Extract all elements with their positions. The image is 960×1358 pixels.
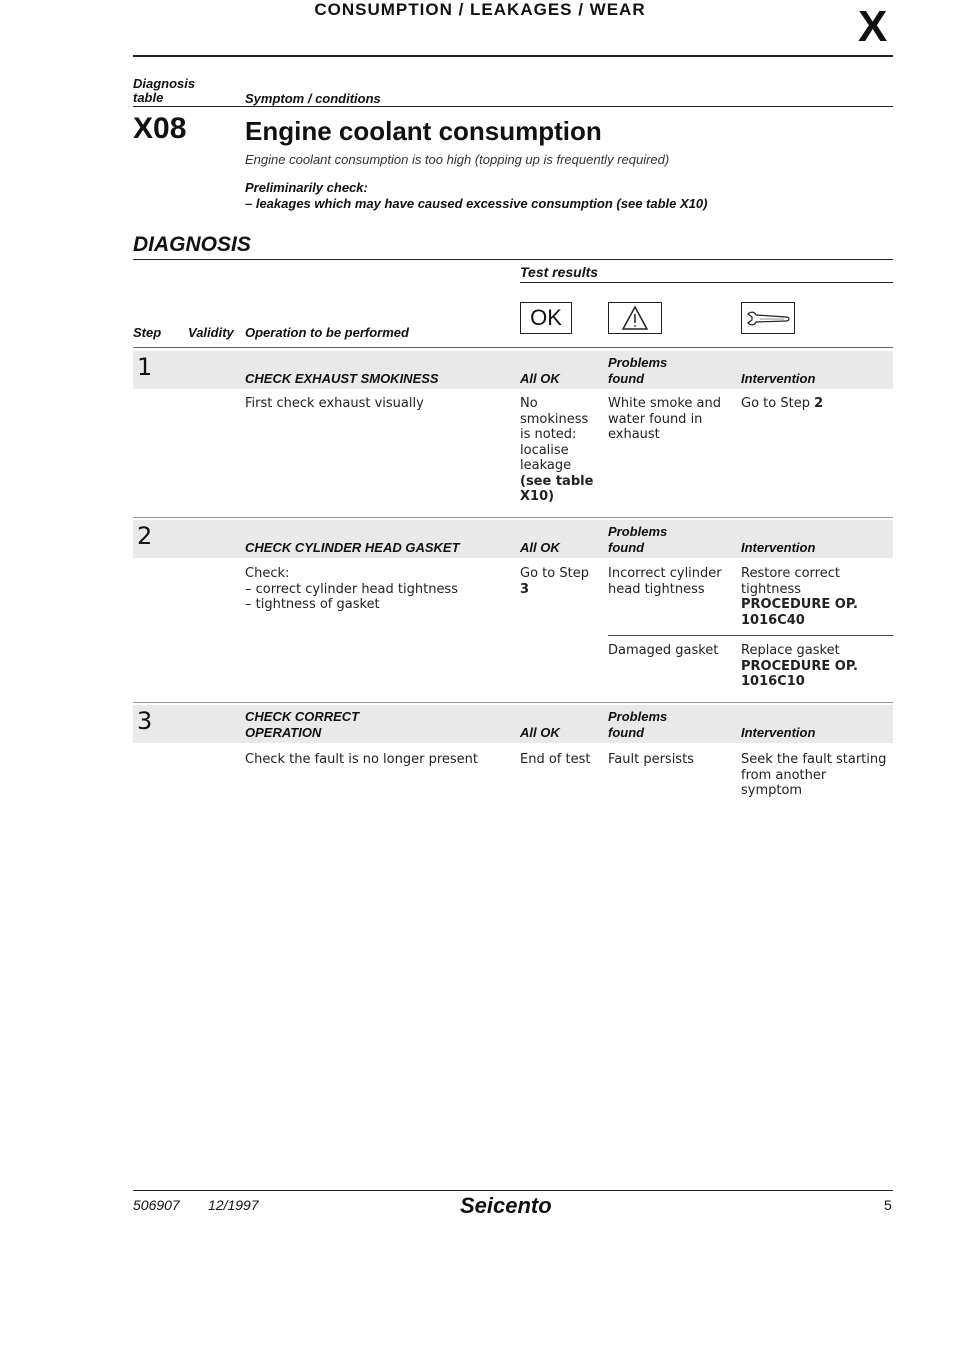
step-2-intervention-a-line3: PROCEDURE OP. [741,597,858,612]
step-2-intervention-b-line2: PROCEDURE OP. [741,658,858,674]
step-2-detail [245,566,458,613]
diagnosis-label-line1: Diagnosis [133,76,196,91]
step-1-ok-line3: is noted: [520,427,577,442]
step-1-ok-line7: X10) [520,489,555,504]
step-3-rule [133,702,893,703]
step-2-ok-line1: Go to Step [520,566,589,581]
step-2-ok-line2: 3 [520,581,530,597]
step-2-problems-line1: Problems [608,524,668,539]
step-3-number: 3 [137,707,153,735]
step-2-sub-rule [608,635,893,636]
diagnosis-heading: DIAGNOSIS [133,233,251,256]
step-3-band [133,705,893,743]
step-1-all-ok: All OK [520,371,560,386]
step-2-problems-line2: found [608,540,645,555]
step-1-ok-line6: (see table [520,473,594,489]
ok-icon-box [520,302,572,334]
step-1-problem-line3: exhaust [608,427,660,442]
step-2-detail-line1: Check: [245,566,290,581]
step-1-problems-line2: found [608,371,645,386]
step-2-intervention-a [741,566,858,628]
step-1-operation: CHECK EXHAUST SMOKINESS [245,371,439,386]
step-2-intervention-b-line1: Replace gasket [741,643,840,658]
step-1-ok-line5: leakage [520,458,572,473]
footer-page-number: 5 [884,1197,892,1213]
step-2-detail-line2: – correct cylinder head tightness [245,581,458,597]
test-results-rule [520,282,893,283]
wrench-icon [741,302,795,334]
step-2-rule [133,517,893,518]
step-2-number: 2 [137,522,153,550]
step-1-ok-result [520,396,593,505]
step-2-detail-line3: – tightness of gasket [245,597,380,612]
symptom-conditions-label: Symptom / conditions [245,91,381,106]
step-3-operation-line2: OPERATION [245,725,322,740]
prelim-check-label: Preliminarily check: [245,180,368,195]
step-3-intervention-line1: Seek the fault starting [741,752,887,767]
step-1-ok-line2: smokiness [520,411,589,427]
step-2-problem-a-line1: Incorrect cylinder [608,566,722,581]
step-2-intervention-a-line2: tightness [741,581,802,597]
step-1-problem-line1: White smoke and [608,396,721,411]
step-1-ok-line4: localise [520,442,569,458]
step-1-go-to-step: Go to Step [741,396,810,411]
test-results-label: Test results [520,264,599,280]
step-3-detail: Check the fault is no longer present [245,752,479,767]
warning-triangle-icon [608,302,662,334]
header-rule [133,55,893,57]
step-2-intervention-b-line3: 1016C10 [741,674,805,689]
step-2-intervention-b [741,643,858,690]
step-3-intervention: Intervention [741,725,816,740]
footer-doc-number: 506907 [133,1197,180,1213]
step-3-intervention-line3: symptom [741,783,803,798]
step-3-problems-line2: found [608,725,645,740]
step-2-all-ok: All OK [520,540,560,555]
section-letter: X [858,2,888,51]
step-2-intervention-a-line4: 1016C40 [741,612,805,628]
step-1-intervention-text [741,396,823,412]
step-2-operation: CHECK CYLINDER HEAD GASKET [245,540,460,555]
step-2-problems-found [608,524,667,556]
diagnosis-rule [133,259,893,260]
step-1-number: 1 [137,353,153,381]
step-3-intervention-line2: from another [741,767,827,783]
step-1-problem [608,396,721,443]
warning-triangle-glyph [609,303,661,333]
step-1-problems-line1: Problems [608,355,668,370]
col-operation: Operation to be performed [245,325,409,340]
step-1-problem-line2: water found in [608,411,703,427]
fault-description: Engine coolant consumption is too high (topping up is frequently required) [245,152,670,167]
step-3-problems-found [608,709,667,741]
diagnosis-label-line2: table [133,90,164,105]
diagnosis-table-label [133,77,195,105]
step-2-band [133,520,893,558]
wrench-glyph [742,303,794,333]
step-3-problems-line1: Problems [608,709,668,724]
step-3-ok-result: End of test [520,752,591,767]
step-2-problem-a-line2: head tightness [608,581,705,597]
step-3-operation-line1: CHECK CORRECT [245,709,360,724]
columns-rule [133,347,893,348]
step-1-band [133,351,893,389]
col-validity: Validity [188,325,234,340]
fault-code: X08 [133,112,187,145]
step-3-all-ok: All OK [520,725,560,740]
step-1-go-to-step-number: 2 [814,396,824,411]
step-1-problems-found [608,355,667,387]
ok-icon-text: OK [530,305,562,330]
step-2-intervention: Intervention [741,540,816,555]
step-2-problem-a [608,566,722,597]
prelim-check-item: – leakages which may have caused excessive consumption (see table X10) [245,196,708,211]
step-2-intervention-a-line1: Restore correct [741,566,840,581]
fault-title: Engine coolant consumption [245,116,602,146]
step-2-ok-result [520,566,589,597]
step-1-intervention: Intervention [741,371,816,386]
footer-rule [133,1190,893,1191]
col-step: Step [133,325,162,340]
step-3-operation [245,709,359,741]
footer-date: 12/1997 [208,1197,259,1213]
step-2-problem-b: Damaged gasket [608,643,719,658]
page-header-title: CONSUMPTION / LEAKAGES / WEAR [314,0,646,19]
step-3-problem: Fault persists [608,752,694,767]
step-3-intervention-text [741,752,886,799]
step-1-ok-line1: No [520,396,538,411]
step-1-detail: First check exhaust visually [245,396,424,411]
footer-brand-logo: Seicento [460,1193,552,1218]
subheader-rule [133,106,893,107]
